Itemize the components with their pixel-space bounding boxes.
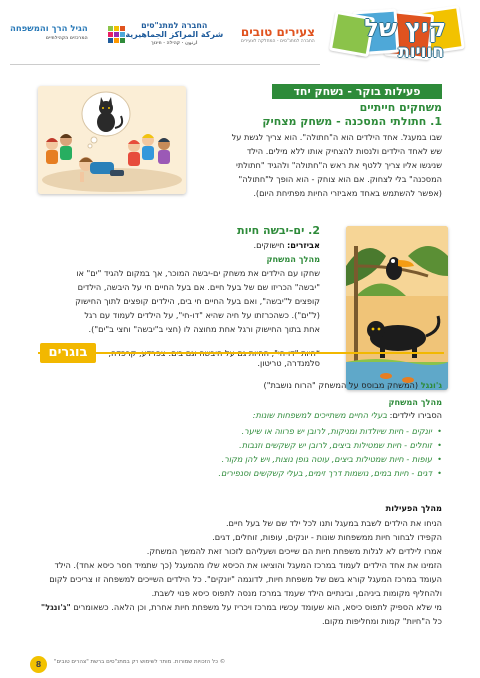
page-number: 8 xyxy=(30,656,47,673)
matnasim-logo-line2: شركة المراكز الجماهيرية xyxy=(125,29,224,39)
page-footer xyxy=(0,652,480,678)
tzeirim-logo-text: צעירים טובים xyxy=(240,24,315,39)
activity-line-5-prefix: מי שלא הספיק לתפוס כיסא, הוא שעומד עכשיו במרכז ויכריז על משפחת חיות אחרת, וכן הלאה. כשאומרים xyxy=(70,602,442,612)
game2-flow-label: מהלך המשחק xyxy=(266,254,320,264)
brand-title: קיץ של xyxy=(364,14,446,42)
early-childhood-logo-line2: המרכזים הקהילתיים xyxy=(45,36,88,41)
game1-text: שבו במעגל. אחד הילדים הוא ה"חתולה". הוא צריך לגשת על שש לאחד הילדים ולנסות להצחיק אותו ללא מילים. הילד שניגשו אליו צריך ללטף את ראש ה"חתולה" ולהגיד "חתולתי המסכנה" בלי לצחוק. אם הוא צוחק - הוא הופך ל"חתולה" (אפשר להשתמש באחד מאביזרי החיות מפתיחת היום). xyxy=(231,132,442,198)
tzeirim-logo-sub: החברה למתנ"סים - המחלקה לצעירים xyxy=(240,38,315,44)
equipment-line xyxy=(254,240,320,250)
jungle-title: ג'ונגל xyxy=(420,380,442,390)
activity-line-5 xyxy=(38,600,442,628)
matnasim-logo-line3: ارتون · קהילה · חינוך xyxy=(151,40,198,46)
early-childhood-logo xyxy=(10,24,88,44)
jungle-subtitle: (המשחק מבוסס על המשחק "הרוח נושבת") xyxy=(263,380,421,390)
partner-logos xyxy=(10,14,315,54)
brand-logo xyxy=(328,6,468,66)
jungle-heading xyxy=(38,380,442,390)
list-item: • יונקים - חיות שיולדות ומניקות, לרובן יש פרווה או שיער. xyxy=(62,424,442,438)
section-divider-line xyxy=(38,352,444,354)
activity-line-3: אמרו לילדים לא לגלות משפחת חיות הם שייכים ושעליהם לזכור זאת להמשך המשחק. xyxy=(146,546,442,556)
explain-italic: בעלי החיים משתייכים למשפחות שונות: xyxy=(252,410,388,420)
matnasim-logo xyxy=(105,21,223,48)
list-item: • עופות - חיות שמטילות ביצים, עוטה גופן נוצות, ויש להן מקור. xyxy=(62,452,442,466)
jungle-flow-label: מהלך המשחק xyxy=(388,397,442,407)
animal-games-subtitle: משחקים חייתיים xyxy=(359,101,442,114)
adults-label: בוגרים xyxy=(40,343,96,363)
activity-flow-label: מהלך הפעילות xyxy=(385,503,442,513)
list-item: • זוחלים - חיות שמטילות ביצים, לרובן יש קשקשים וזנבות. xyxy=(62,438,442,452)
footer-copyright: © כל הזכויות שמורות. מותר לשימוש רק במתנ"סים ברשת "צהרים טובים" xyxy=(54,659,226,665)
early-childhood-logo-line1: הגיל הרך והמשפחה xyxy=(10,24,88,34)
activity-line-5-suffix: כל ה"חיות" קמות ומחליפות מקום. xyxy=(321,616,442,626)
brand-subtitle: חוויות xyxy=(398,42,444,62)
activity-line-1: הניחו את הילדים לשבת במעגל ותנו לכל ילד שם של בעל חיים. xyxy=(225,518,442,528)
list-item: • דגים - חיות במים, נושמות דרך זימים, בעלי קשקשים וסנפירים. xyxy=(62,466,442,480)
explain-line xyxy=(253,410,442,420)
jungle-illustration xyxy=(346,226,448,390)
equipment-value: חישוקים. xyxy=(253,240,288,250)
color-squares-icon xyxy=(108,26,125,43)
page-header xyxy=(0,0,480,74)
game2-note: סלמנדרה, טריטון. xyxy=(257,358,320,368)
tzeirim-logo xyxy=(241,25,315,44)
matnasim-logo-line1: החברה למתנ"סים xyxy=(141,20,208,30)
header-divider xyxy=(10,64,320,65)
kids-cat-illustration xyxy=(38,86,186,194)
game2-title: 2. ים-יבשה חיות xyxy=(237,224,320,237)
activity-line-4: הזמינו את אחד הילדים לעמוד במרכז המעגל והוציאו את הכיסא שלו מהמעגל (כך שתמיד חסר כיסא אחד). הילד העומד במרכז המעגל קורא בשם של משפחת חיות, לדוגמה "יונקים". כל הילדים השייכים למשפחה זו צריכים לקום ולהחליף מקומות ביניהם, ובינתיים הילד שעמד במרכז מנסה לתפוס כיסא פנוי לשבת. xyxy=(49,560,442,598)
game1-title: 1. חתולתי המסכנה - משחק מצחיק xyxy=(262,115,442,128)
activity-text xyxy=(38,516,442,628)
explain-prefix: הסבירו לילדים: xyxy=(387,410,442,420)
equipment-label: אביזרים: xyxy=(287,240,320,250)
section-heading-morning: פעילות בוקר - נשחק יחד xyxy=(272,84,442,99)
game2-text: שחקו עם הילדים את משחק ים-יבשה המוכר, אך במקום להגיד "ים" או "יבשה" הכריזו שם של בעל חיים. אם בעל החיים חי על היבשה, הילדים קופצים ל"יבשה", ואם בעל החיים חי בים, הילדים קופצים לתוך החישוק (ל"ים"). כשהכרזתו על חיה שהיא "דו-חי", על הילדים לעמוד עם רגל אחת בתוך החישוק ורגל אחת מחוצה לו (חצי ב"יבשה" וחצי ב"ים"). xyxy=(75,268,320,334)
section-heading-adults xyxy=(38,343,444,363)
activity-line-2: הקפידו לבחור חיות ממשפחות שונות - יונקים, עופות, זוחלים, דגים. xyxy=(212,532,442,542)
matnasim-logo-text xyxy=(125,21,223,48)
activity-line-5-bold: "ג'ונגל" xyxy=(40,602,71,612)
animal-families-list xyxy=(62,424,442,480)
